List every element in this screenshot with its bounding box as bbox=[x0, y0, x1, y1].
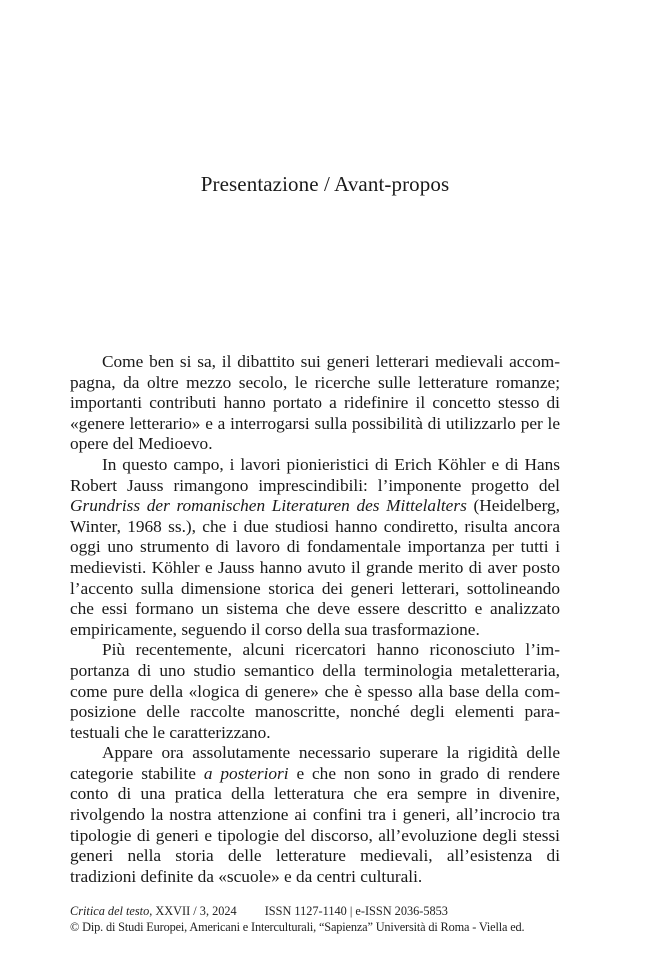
page-title: Presentazione / Avant-propos bbox=[200, 172, 450, 196]
paragraph-4: Appare ora assolutamente necessario superare la rigidità delle categorie stabilite a posteriori e che non sono in grado di rendere conto di una pratica della letteratura che era sempre in divenire, rivolgendo la nostra attenzione ai confini tra i generi, all’incrocio tra tipologie di generi e tipologie del discorso, all’evoluzione degli stessi generi nella storia delle letterature medievali, all’esistenza di tradizioni definite da «scuole» e da centri culturali. bbox=[70, 743, 560, 886]
issn: ISSN 1127-1140 | e-ISSN 2036-5853 bbox=[264, 904, 448, 918]
paragraph-3: Più recentemente, alcuni ricercatori hanno riconosciuto l’importanza di uno studio semantico della terminologia metaletteraria, come pure della «logica di genere» che è spesso alla base della composizione delle raccolte manoscritte, nonché degli elementi paratestuali che le caratterizzano. bbox=[70, 640, 560, 742]
footer-copyright: © Dip. di Studi Europei, Americani e Interculturali, “Sapienza” Università di Roma - Viella ed. bbox=[70, 919, 525, 934]
italic-term: a posteriori bbox=[203, 763, 289, 783]
footer-citation: Critica del testo, XXVII / 3, 2024 ISSN 1127-1140 | e-ISSN 2036-5853 bbox=[70, 904, 448, 918]
italic-title: Grundriss der romanischen Literaturen des Mittelalters bbox=[70, 496, 467, 516]
paragraph-2: In questo campo, i lavori pionieristici di Erich Köhler e di Hans Robert Jauss rimangono imprescindibili: l’imponente progetto del Grundriss der romanischen Literaturen des Mittelalters (Heidelberg, Winter, 1968 ss.), che i due studiosi hanno condiretto, risulta ancora oggi uno strumento di lavoro di fondamentale importanza per tutti i medievisti. Köhler e Jauss hanno avuto il grande merito di aver posto l’accento sulla dimensione storica dei generi letterari, sottolineando che essi formano un sistema che deve essere descritto e analizzato empiricamente, seguendo il corso della sua trasformazione. bbox=[70, 454, 560, 639]
footer bbox=[70, 904, 570, 935]
paragraph-1: Come ben si sa, il dibattito sui generi letterari medievali accompagna, da oltre mezzo secolo, le ricerche sulle letterature romanze; importanti contributi hanno portato a ridefinire il concetto stesso di «genere letterario» e a interrogarsi sulla possibilità di utilizzarlo per le opere del Medioevo. bbox=[70, 352, 560, 454]
journal-name: Critica del testo bbox=[70, 904, 150, 918]
body-text bbox=[70, 352, 560, 887]
